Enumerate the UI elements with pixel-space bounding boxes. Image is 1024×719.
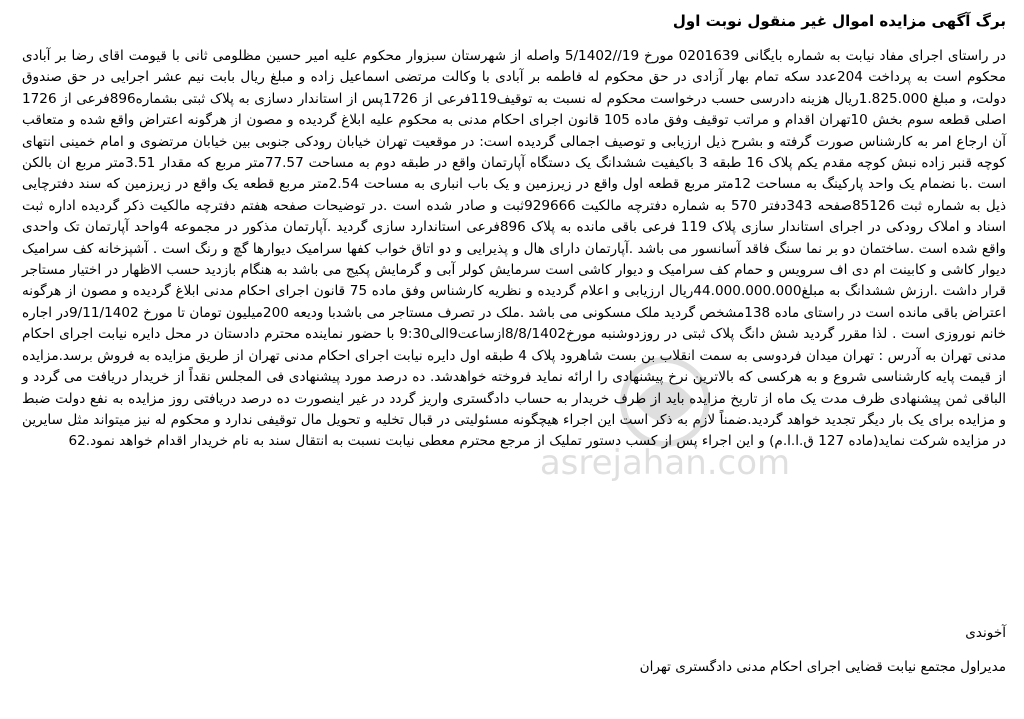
- signature-title: مدیراول مجتمع نیابت قضایی اجرای احکام مدنی دادگستری تهران: [639, 659, 1006, 675]
- signature-name: آخوندی: [965, 625, 1006, 641]
- signature-block: [640, 622, 1006, 690]
- notice-title: برگ آگهی مزایده اموال غیر منقول نوبت اول: [672, 12, 1006, 30]
- watermark-text: asrejahan.com: [539, 443, 791, 483]
- notice-body: در راستای اجرای مفاد نیابت به شماره بایگانی 0201639 مورخ 19//5/1402 واصله از شهرستان سبزوار محکوم علیه امیر حسین مظلومی ثانی با قیومت اقای رضا بر آبادی محکوم است به پرداخت 204عدد سکه تمام بهار آزادی در حق محکوم له فاطمه بر آبادی با وکالت مرتضی اسماعیل زاده و مبلغ ریال بابت نیم عشر اجرایی در حق صندوق دولت، و مبلغ 1.825.000ریال هزینه دادرسی حسب درخواست محکوم له نسبت به توقیف119فرعی از 1726پس از استاندار دسازی به پلاک ثبتی بشماره896فرعی از 1726 اصلی قطعه سوم بخش 10تهران اقدام و مراتب توقیف وفق ماده 105 قانون اجرای احکام مدنی به محکوم علیه ابلاغ گردیده و مصون از هرگونه اعتراض واقع شده و متعاقب آن ارجاع امر به کارشناس صورت گرفته و بشرح ذیل ارزیابی و توصیف اجمالی گردیده است: در موقعیت تهران خیابان رودکی جنوبی بین خیابان مرتضوی و امام خمینی انتهای کوچه قنبر زاده نبش کوچه مقدم یکم پلاک 16 طبقه 3 باکیفیت ششدانگ یک دستگاه آپارتمان واقع در طبقه دوم به مساحت 77.57متر مربع که مقدار 3.51متر مربع ان بالکن است .با نضمام یک واحد پارکینگ به مساحت 12متر مربع قطعه اول واقع در زیرزمین و یک باب انباری به مساحت 2.54متر مربع قطعه یک واقع در زیرزمین که سند دفترچایی ذیل به شماره ثبت 85126صفحه 343دفتر 570 به شماره دفترچه مالکیت 929666ثبت و صادر شده است .در توضیحات صفحه هفتم دفترچه مالکیت ذکر گردیده اداره ثبت اسناد و املاک رودکی در اجرای استاندار سازی پلاک 119 فرعی باقی مانده به پلاک 896فرعی استاندارد سازی گردید .آپارتمان مذکور در مجموعه 4واحد آپارتمان تک واحدی واقع شده است .ساختمان دو بر نما سنگ فاقد آسانسور می باشد .آپارتمان دارای هال و پذیرایی و دو اتاق خواب کفها سرامیک دیوارها گچ و رنگ است . آشپزخانه کف سرامیک دیوار کاشی و کابینت ام دی اف سرویس و حمام کف سرامیک و دیوار کاشی است سرمایش کولر آبی و گرمایش پکیج می باشد به هنگام بازدید حسب الاظهار در اختیار مستاجر قرار داشت .ارزش ششدانگ به مبلغ44.000.000.000ریال ارزیابی و اعلام گردیده و نظریه کارشناس وفق ماده 75 قانون اجرای احکام مدنی ابلاغ گردیده و مصون از هرگونه اعتراض باقی مانده است در راستای ماده 138مشخص گردید ملک مسکونی می باشد .ملک در تصرف مستاجر می باشدبا ودیعه 200میلیون تومان تا مورخ 9/11/1402در اجاره خانم نوروزی است . لذا مقرر گردید شش دانگ پلاک ثبتی در روزدوشنبه مورخ8/8/1402ازساعت9الی9:30 با حضور نماینده محترم دادستان در محل دایره نیابت اجرای احکام مدنی تهران به آدرس : تهران میدان فردوسی به سمت انقلاب بن بست شاهرود پلاک 4 طبقه اول دایره نیابت اجرای احکام مدنی تهران از طریق مزایده به فروش برسد.مزایده از قیمت پایه کارشناسی شروع و به هرکسی که بالاترین نرخ پیشنهادی را ارائه نماید فروخته خواهدشد. ده درصد مورد پیشنهادی فی المجلس نقداً از خریدار دریافت می گردد و الباقی ثمن پیشنهادی ظرف مدت یک ماه از تاریخ مزایده باید از طرف خریدار به حساب دادگستری واریز گردد در غیر اینصورت ده درصد دریافتی روز مزایده به نفع دولت ضبط و مزایده برای یک بار دیگر تجدید خواهد گردید.ضمناً لازم به ذکر است این اجراء هیچگونه مسئولیتی در قبال تخلیه و تحویل مال توقیفی ندارد و محکوم له نیز میتواند مثل سایرین در مزایده شرکت نماید(ماده 127 ق.ا.ا.م) و این اجراء پس از کسب دستور تملیک از مرجع محترم معطی نیابت نسبت به انتقال سند به نام خریدار اقدام خواهد نمود.62: [22, 48, 1007, 450]
